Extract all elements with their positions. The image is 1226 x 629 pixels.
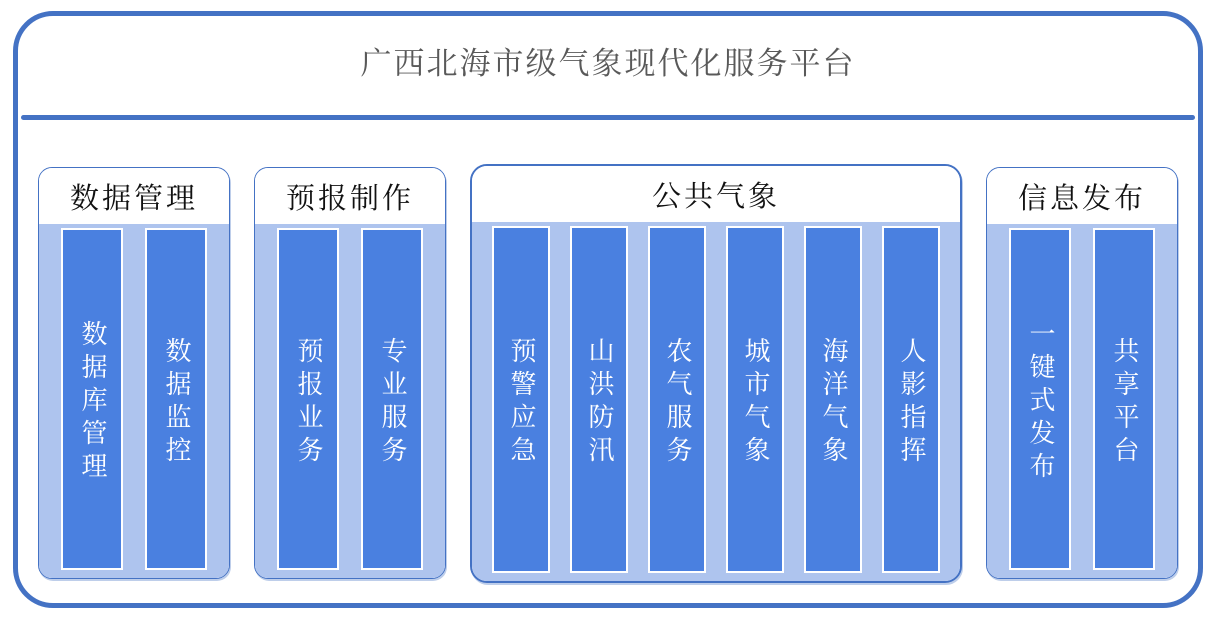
group-title: 信息发布 [987,168,1177,224]
group-title: 公共气象 [472,166,960,222]
module-bar [61,228,123,570]
group-public-meteorology [470,164,962,583]
module-label: 一键式发布 [1025,320,1055,485]
module-bar [648,226,706,573]
module-label: 农气服务 [662,337,692,469]
module-label: 人影指挥 [896,337,926,469]
group-panel [39,224,229,578]
module-bar [277,228,339,570]
module-bar [145,228,207,570]
groups-row [18,120,1198,603]
group-panel [987,224,1177,578]
module-label: 海洋气象 [818,337,848,469]
module-bar [1093,228,1155,570]
module-bar [882,226,940,573]
group-panel [255,224,445,578]
module-label: 共享平台 [1109,336,1139,469]
module-label: 山洪防汛 [584,337,614,469]
module-bar [361,228,423,570]
group-forecast-production [254,167,446,579]
module-bar [570,226,628,573]
module-label: 预警应急 [506,337,536,469]
module-label: 预报业务 [293,336,323,469]
module-label: 数据监控 [161,336,191,469]
group-panel [472,222,960,581]
group-title: 数据管理 [39,168,229,224]
module-bar [804,226,862,573]
platform-frame [13,11,1203,608]
module-bar [726,226,784,573]
group-data-management [38,167,230,579]
module-bar [1009,228,1071,570]
page-title: 广西北海市级气象现代化服务平台 [360,46,856,81]
group-information-release [986,167,1178,579]
module-bar [492,226,550,573]
module-label: 数据库管理 [77,320,107,485]
module-label: 城市气象 [740,337,770,469]
group-title: 预报制作 [255,168,445,224]
module-label: 专业服务 [377,336,407,469]
